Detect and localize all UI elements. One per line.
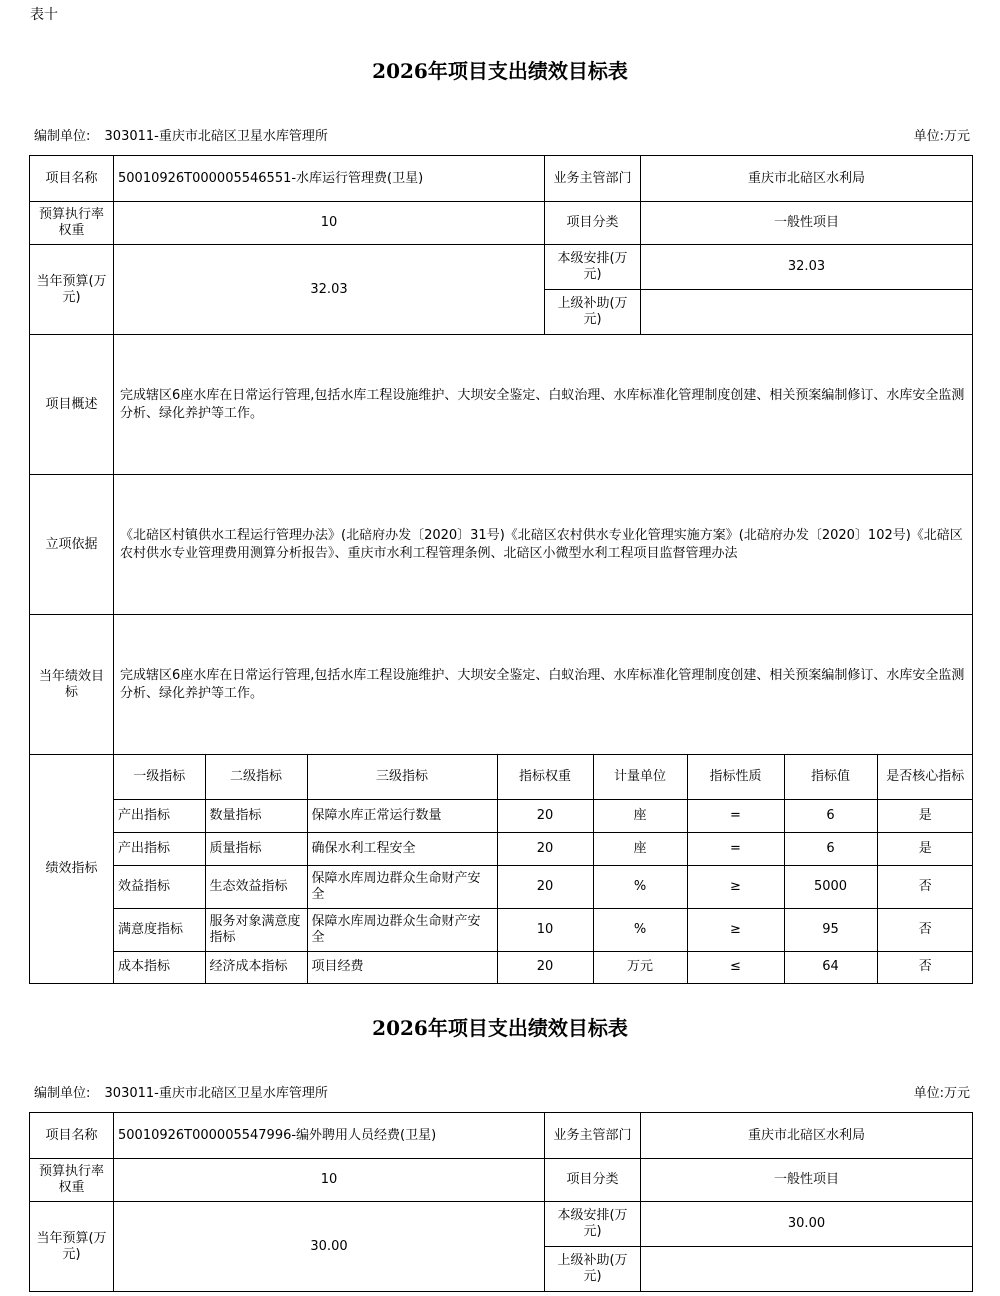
header-cell: 指标性质 (687, 755, 784, 799)
cell-level3: 保障水库正常运行数量 (307, 799, 497, 832)
row-basis (30, 475, 973, 615)
weight-value: 10 (114, 202, 545, 245)
table-row (114, 951, 973, 983)
cell-level2: 服务对象满意度指标 (205, 908, 307, 951)
cell-unit: 万元 (593, 951, 687, 983)
basis-text: 《北碚区村镇供水工程运行管理办法》(北碚府办发〔2020〕31号)《北碚区农村供水专业化管理实施方案》(北碚府办发〔2020〕102号)《北碚区农村供水专业管理费用测算分析报告》、重庆市水利工程管理条例、北碚区小微型水利工程项目监督管理办法 (114, 475, 973, 615)
budget-value: 32.03 (114, 245, 545, 335)
row-project-name (30, 1113, 973, 1159)
local-label: 本级安排(万元) (545, 245, 641, 290)
unit-label: 编制单位: (34, 129, 91, 144)
cell-level1: 产出指标 (114, 799, 205, 832)
cell-core: 是 (877, 832, 973, 865)
row-goal (30, 615, 973, 755)
cell-level2: 经济成本指标 (205, 951, 307, 983)
cell-core: 是 (877, 799, 973, 832)
unit-value: 303011-重庆市北碚区卫星水库管理所 (104, 1086, 328, 1101)
overview-label: 项目概述 (30, 335, 114, 475)
form-meta-1 (34, 125, 970, 144)
cell-level2: 数量指标 (205, 799, 307, 832)
header-cell: 指标权重 (497, 755, 593, 799)
dept-label: 业务主管部门 (545, 1113, 641, 1159)
cell-level1: 产出指标 (114, 832, 205, 865)
dept-value: 重庆市北碚区水利局 (641, 1113, 973, 1159)
row-weight (30, 202, 973, 245)
cell-weight: 20 (497, 832, 593, 865)
project-name-value: 50010926T000005547996-编外聘用人员经费(卫星) (114, 1113, 545, 1159)
form-title-2: 2026年项目支出绩效目标表 (372, 1016, 628, 1040)
local-label: 本级安排(万元) (545, 1202, 641, 1247)
performance-form-1 (29, 155, 973, 984)
cell-value: 95 (784, 908, 877, 951)
cell-level3: 项目经费 (307, 951, 497, 983)
currency-label: 单位:万元 (913, 129, 970, 144)
cell-core: 否 (877, 908, 973, 951)
upper-label: 上级补助(万元) (545, 290, 641, 335)
cell-unit: 座 (593, 799, 687, 832)
table-row (114, 908, 973, 951)
upper-label: 上级补助(万元) (545, 1247, 641, 1292)
category-value: 一般性项目 (641, 202, 973, 245)
cell-value: 6 (784, 832, 877, 865)
cell-level3: 保障水库周边群众生命财产安全 (307, 865, 497, 908)
weight-label: 预算执行率权重 (30, 202, 114, 245)
local-value: 30.00 (641, 1202, 973, 1247)
cell-weight: 20 (497, 951, 593, 983)
cell-value: 64 (784, 951, 877, 983)
table-row (114, 799, 973, 832)
cell-nature: = (687, 799, 784, 832)
project-name-label: 项目名称 (30, 1113, 114, 1159)
header-cell: 指标值 (784, 755, 877, 799)
budget-label: 当年预算(万元) (30, 245, 114, 335)
indicators-cell (114, 755, 973, 984)
table-number-label: 表十 (30, 7, 58, 23)
local-value: 32.03 (641, 245, 973, 290)
header-cell: 三级指标 (307, 755, 497, 799)
cell-nature: ≤ (687, 951, 784, 983)
cell-core: 否 (877, 865, 973, 908)
category-label: 项目分类 (545, 202, 641, 245)
table-row (114, 865, 973, 908)
indicator-header-row (114, 755, 973, 799)
cell-level2: 质量指标 (205, 832, 307, 865)
header-cell: 是否核心指标 (877, 755, 973, 799)
form-meta-2 (34, 1082, 970, 1101)
cell-level3: 保障水库周边群众生命财产安全 (307, 908, 497, 951)
unit-value: 303011-重庆市北碚区卫星水库管理所 (104, 129, 328, 144)
category-label: 项目分类 (545, 1159, 641, 1202)
dept-value: 重庆市北碚区水利局 (641, 156, 973, 202)
row-budget (30, 1202, 973, 1247)
budget-label: 当年预算(万元) (30, 1202, 114, 1292)
weight-value: 10 (114, 1159, 545, 1202)
form-title-1: 2026年项目支出绩效目标表 (372, 59, 628, 83)
overview-text: 完成辖区6座水库在日常运行管理,包括水库工程设施维护、大坝安全鉴定、白蚁治理、水库标准化管理制度创建、相关预案编制修订、水库安全监测分析、绿化养护等工作。 (114, 335, 973, 475)
row-overview (30, 335, 973, 475)
currency-label: 单位:万元 (913, 1086, 970, 1101)
indicators-table (114, 755, 973, 983)
cell-unit: % (593, 865, 687, 908)
header-cell: 一级指标 (114, 755, 205, 799)
unit-label: 编制单位: (34, 1086, 91, 1101)
row-indicators (30, 755, 973, 984)
cell-level1: 成本指标 (114, 951, 205, 983)
indicators-label: 绩效指标 (30, 755, 114, 984)
upper-value (641, 1247, 973, 1292)
cell-weight: 20 (497, 865, 593, 908)
dept-label: 业务主管部门 (545, 156, 641, 202)
header-cell: 二级指标 (205, 755, 307, 799)
header-cell: 计量单位 (593, 755, 687, 799)
budget-value: 30.00 (114, 1202, 545, 1292)
cell-level2: 生态效益指标 (205, 865, 307, 908)
row-budget (30, 245, 973, 290)
cell-weight: 20 (497, 799, 593, 832)
cell-value: 6 (784, 799, 877, 832)
basis-label: 立项依据 (30, 475, 114, 615)
cell-nature: = (687, 832, 784, 865)
cell-unit: % (593, 908, 687, 951)
performance-form-2 (29, 1112, 973, 1292)
cell-weight: 10 (497, 908, 593, 951)
goal-text: 完成辖区6座水库在日常运行管理,包括水库工程设施维护、大坝安全鉴定、白蚁治理、水库标准化管理制度创建、相关预案编制修订、水库安全监测分析、绿化养护等工作。 (114, 615, 973, 755)
cell-level1: 效益指标 (114, 865, 205, 908)
upper-value (641, 290, 973, 335)
table-row (114, 832, 973, 865)
project-name-label: 项目名称 (30, 156, 114, 202)
row-weight (30, 1159, 973, 1202)
cell-nature: ≥ (687, 908, 784, 951)
weight-label: 预算执行率权重 (30, 1159, 114, 1202)
cell-core: 否 (877, 951, 973, 983)
cell-level3: 确保水利工程安全 (307, 832, 497, 865)
cell-unit: 座 (593, 832, 687, 865)
row-project-name (30, 156, 973, 202)
project-name-value: 50010926T000005546551-水库运行管理费(卫星) (114, 156, 545, 202)
category-value: 一般性项目 (641, 1159, 973, 1202)
cell-value: 5000 (784, 865, 877, 908)
goal-label: 当年绩效目标 (30, 615, 114, 755)
cell-level1: 满意度指标 (114, 908, 205, 951)
cell-nature: ≥ (687, 865, 784, 908)
